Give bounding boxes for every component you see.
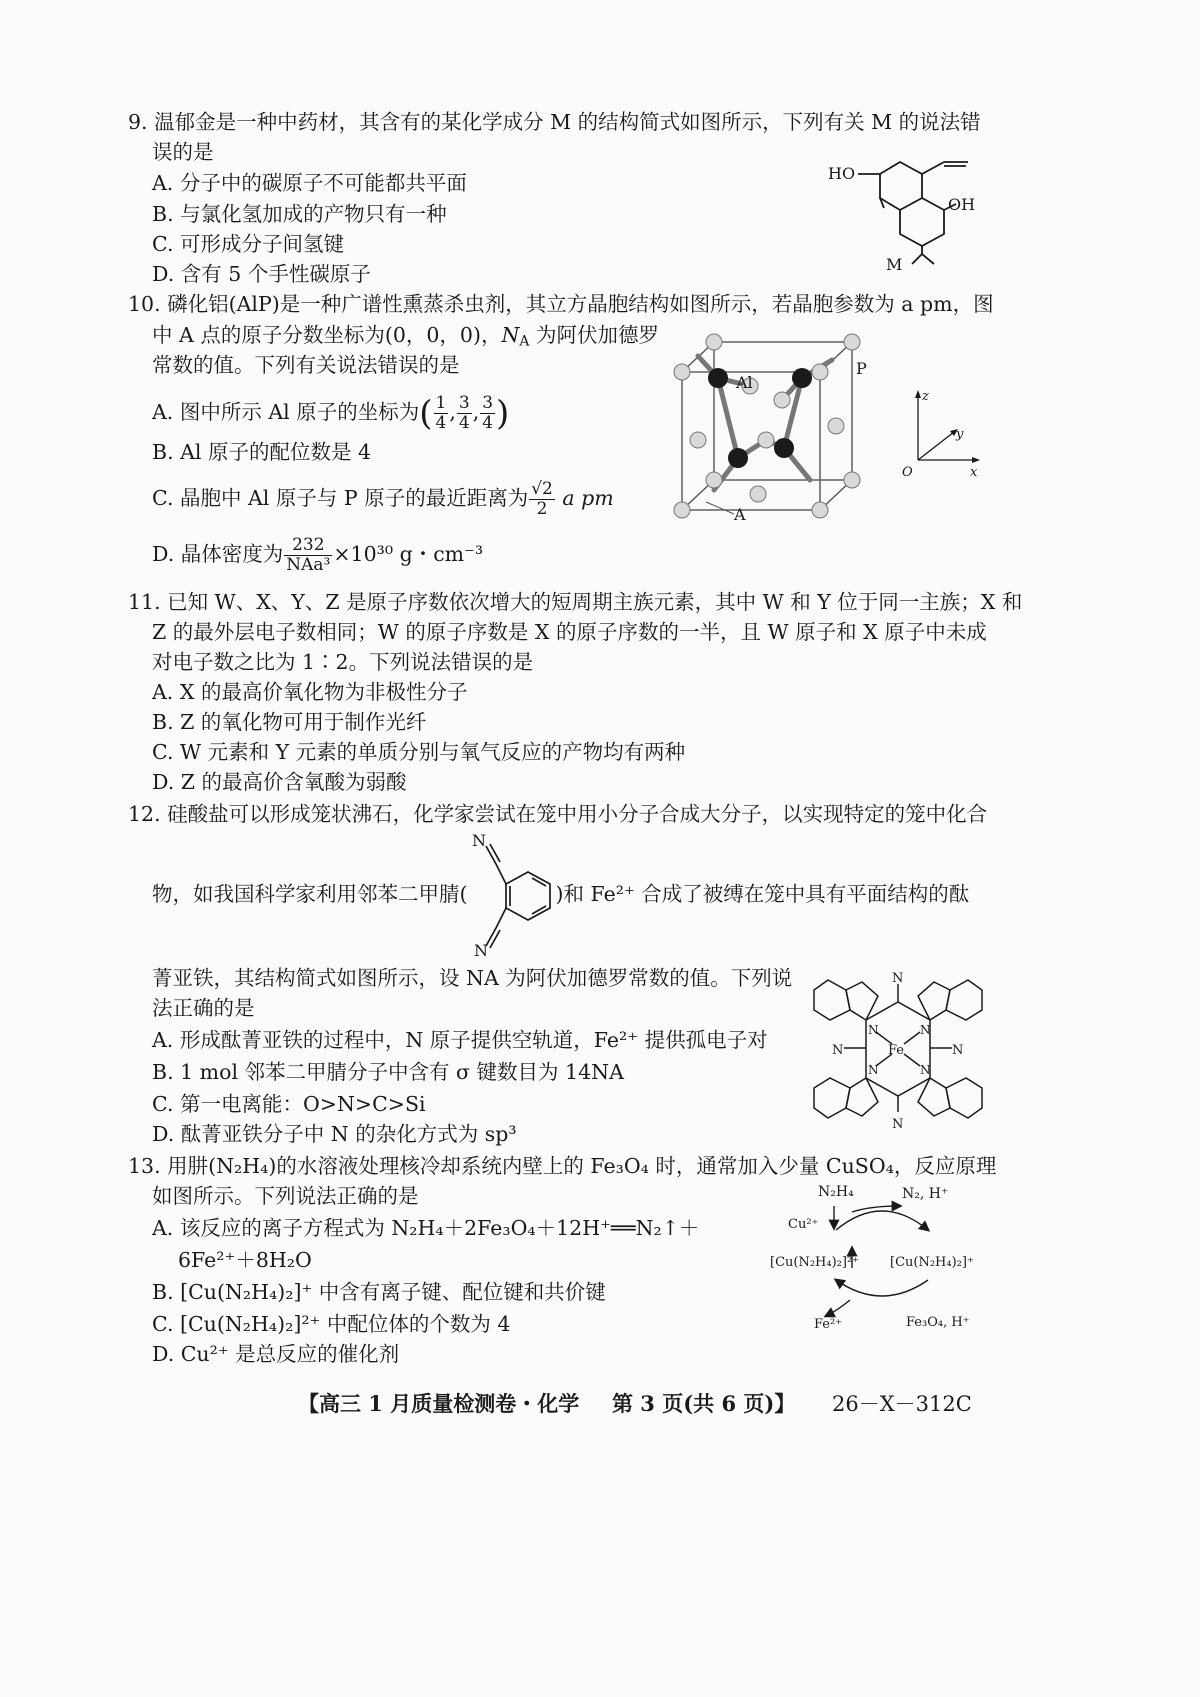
q10-crystal-cell-figure [662,330,882,526]
q9-stem-line1: 9. 温郁金是一种中药材，其含有的某化学成分 M 的结构简式如图所示，下列有关 M 的说法错 [128,110,981,134]
q10-axis-y: y [956,427,964,442]
q10-option-a: A. 图中所示 Al 原子的坐标为( $\frac{1}{4}$ , $\frac{3}{4}$ , $\frac{3}{4}$ ) [152,393,510,434]
q9-option-b: B. 与氯化氢加成的产物只有一种 [152,202,447,226]
q10-stem-line2-tail: 为阿伏加德罗 [529,323,660,347]
q12-fig-n-inner-tr: N [920,1023,931,1037]
q12-stem-line3: 菁亚铁，其结构简式如图所示，设 NA 为阿伏加德罗常数的值。下列说 [152,966,793,990]
q11-option-c: C. W 元素和 Y 元素的单质分别与氧气反应的产物均有两种 [152,740,686,764]
q13-reaction-cycle-figure [770,1176,1000,1340]
q11-option-b: B. Z 的氧化物可用于制作光纤 [152,710,427,734]
q12-option-d: D. 酞菁亚铁分子中 N 的杂化方式为 sp³ [152,1122,517,1146]
q12-fig-n-bottom: N [892,1117,904,1132]
q12-fig-n-bottom: N [474,941,488,958]
q10-stem-line2-text: 中 A 点的原子分数坐标为(0，0，0)， [152,323,502,347]
q12-stem-line2-text: 物，如我国科学家利用邻苯二甲腈( [152,882,468,906]
q11-option-d: D. Z 的最高价含氧酸为弱酸 [152,770,407,794]
q12-fig-n-top: N [472,831,486,850]
q11-stem-line1: 11. 已知 W、X、Y、Z 是原子序数依次增大的短周期主族元素，其中 W 和 Y 位于同一主族；X 和 [128,590,1023,614]
q11-stem-line2: Z 的最外层电子数相同；W 的原子序数是 X 的原子序数的一半，且 W 原子和 X 原子中未成 [152,620,987,644]
q12-phthalonitrile-figure [466,830,576,958]
q13-fig-n2h4: N₂H₄ [818,1184,854,1200]
q12-stem-line2-tail: )和 Fe²⁺ 合成了被缚在笼中具有平面结构的酞 [555,882,970,906]
q12-fig-n-left: N [832,1043,844,1058]
q10-a-frac3: $\frac{3}{4}$ [482,393,494,433]
q10-fig-a: A [734,505,746,524]
q12-phthalocyanine-figure [806,962,990,1134]
q12-stem-line1: 12. 硅酸盐可以形成笼状沸石，化学家尝试在笼中用小分子合成大分子，以实现特定的笼中化合 [128,802,988,826]
q10-option-c [152,478,614,518]
q9-option-a: A. 分子中的碳原子不可能都共平面 [152,171,467,195]
q10-option-d-text: D. 晶体密度为 [152,542,284,566]
footer-page: 第 3 页(共 6 页)】 [612,1391,796,1416]
q10-option-a-text: A. 图中所示 Al 原子的坐标为 [152,400,420,424]
q9-fig-label: M [886,255,903,274]
q10-na-subscript: A [519,333,530,350]
q11-stem-line3: 对电子数之比为 1∶2。下列说法错误的是 [152,650,534,674]
q10-option-d-unit: ×10³⁰ g・cm⁻³ [333,542,484,566]
q9-fig-ho: HO [828,164,856,183]
q9-option-c: C. 可形成分子间氢键 [152,232,344,256]
q9-stem-line2: 误的是 [152,140,214,164]
q10-option-c-unit: a pm [562,486,614,510]
q10-option-b: B. Al 原子的配位数是 4 [152,440,372,464]
q13-stem-line2: 如图所示。下列说法正确的是 [152,1184,419,1208]
q13-fig-cu: Cu²⁺ [788,1217,819,1232]
q13-option-a-line2: 6Fe²⁺＋8H₂O [178,1248,312,1272]
q13-option-c: C. [Cu(N₂H₄)₂]²⁺ 中配位体的个数为 4 [152,1312,511,1336]
q10-stem-line3: 常数的值。下列有关说法错误的是 [152,353,460,377]
q13-fig-fe: Fe²⁺ [814,1317,843,1332]
q12-fig-n-top: N [892,971,904,986]
q10-d-frac: $\frac{232}{\text{NAa³}}$ [286,535,331,575]
footer-title: 【高三 1 月质量检测卷・化学 [298,1391,580,1416]
footer-code: 26－X－312C [832,1392,972,1416]
q12-fig-n-inner-tl: N [868,1023,879,1037]
q13-stem-line1: 13. 用肼(N₂H₄)的水溶液处理核冷却系统内壁上的 Fe₃O₄ 时，通常加入少量 CuSO₄，反应原理 [128,1154,997,1178]
q12-fig-n-inner-bl: N [868,1063,879,1077]
q12-fig-n-right: N [952,1043,964,1058]
q10-a-frac1: $\frac{1}{4}$ [435,393,447,433]
q12-fig-fe: Fe [888,1043,905,1058]
q13-fig-c1: [Cu(N₂H₄)₂]⁺ [890,1255,974,1270]
q12-stem-line4: 法正确的是 [152,996,255,1020]
q10-option-c-text: C. 晶胞中 Al 原子与 P 原子的最近距离为 [152,486,529,510]
q10-a-frac2: $\frac{3}{4}$ [458,393,470,433]
q10-fig-al: Al [736,373,753,392]
q10-axis-o: O [902,465,913,480]
q10-fig-p: P [856,359,867,378]
q10-na-symbol: N [501,323,520,347]
q10-option-d [152,532,483,576]
q10-stem-line1: 10. 磷化铝(AlP)是一种广谱性熏蒸杀虫剂，其立方晶胞结构如图所示，若晶胞参数为 a pm，图 [128,292,994,316]
q13-fig-fe3o4: Fe₃O₄, H⁺ [906,1315,970,1330]
q9-molecule-figure [820,148,980,278]
q10-axis-z: z [922,389,929,404]
q10-axis-x: x [970,465,978,480]
q12-option-a: A. 形成酞菁亚铁的过程中，N 原子提供空轨道，Fe²⁺ 提供孤电子对 [152,1028,768,1052]
q9-fig-oh: OH [948,195,976,214]
q10-axes-figure [898,380,988,484]
q13-option-b: B. [Cu(N₂H₄)₂]⁺ 中含有离子键、配位键和共价键 [152,1280,606,1304]
q9-option-d: D. 含有 5 个手性碳原子 [152,262,371,286]
q12-fig-n-inner-br: N [920,1063,931,1077]
q12-option-c: C. 第一电离能：O>N>C>Si [152,1092,426,1116]
q13-option-d: D. Cu²⁺ 是总反应的催化剂 [152,1342,400,1366]
q12-option-b: B. 1 mol 邻苯二甲腈分子中含有 σ 键数目为 14NA [152,1060,624,1084]
q10-c-frac: $\frac{√2}{2}$ [531,479,553,519]
q13-fig-c2: [Cu(N₂H₄)₂]²⁺ [770,1255,860,1270]
q13-option-a-line1: A. 该反应的离子方程式为 N₂H₄＋2Fe₃O₄＋12H⁺══N₂↑＋ [152,1216,700,1240]
q11-option-a: A. X 的最高价氧化物为非极性分子 [152,680,468,704]
q13-fig-n2h: N₂, H⁺ [902,1186,949,1202]
